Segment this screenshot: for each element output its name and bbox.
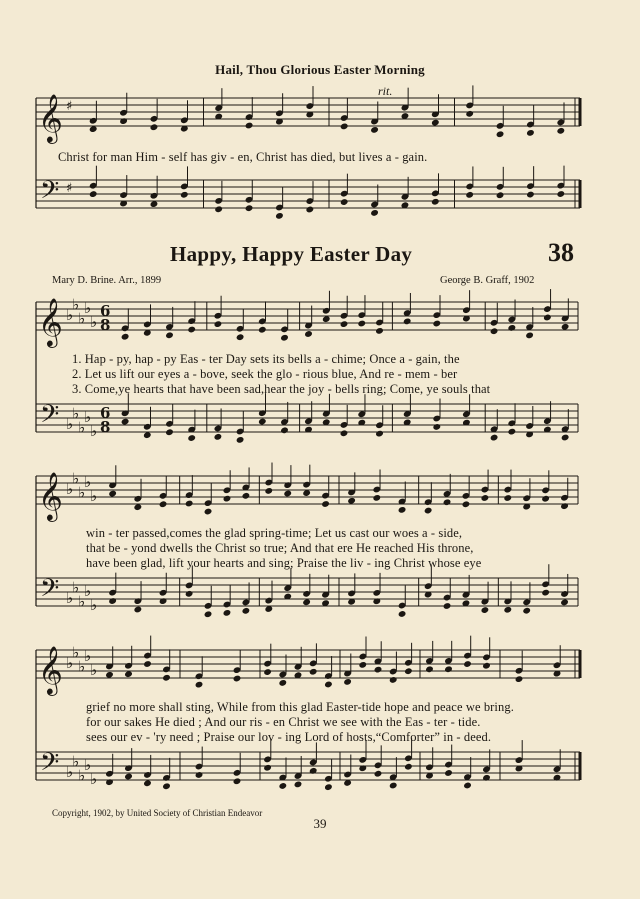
note-head <box>258 326 267 334</box>
note-head <box>375 327 384 335</box>
note-head <box>424 507 433 515</box>
flat-sign: ♭ <box>66 415 74 433</box>
note-head <box>358 661 367 669</box>
note-head <box>258 418 267 426</box>
flat-sign: ♭ <box>66 589 74 607</box>
copyright-notice: Copyright, 1902, by United Society of Christian Endeavor <box>52 808 263 818</box>
note-head <box>507 428 516 436</box>
note-head <box>465 110 474 118</box>
note-head <box>525 332 534 340</box>
note-head <box>526 191 535 199</box>
hymn-number: 38 <box>548 238 574 267</box>
page-number: 39 <box>313 816 327 831</box>
note-head <box>343 678 352 686</box>
note-head <box>108 490 117 498</box>
system3-verse3: sees our ev - 'ry need ; Praise our lov - ing Lord of hosts,“Comforter” in - deed. <box>86 730 492 744</box>
note-head <box>89 190 98 198</box>
note-head <box>482 662 491 670</box>
note-head <box>321 500 330 508</box>
note-head <box>503 606 512 614</box>
system1-verse1: 1. Hap - py, hap - py Eas - ter Day sets its bells a - chime; Once a - gain, the <box>72 352 460 366</box>
note-head <box>490 327 499 335</box>
note-head <box>560 502 569 510</box>
note-head <box>159 500 168 508</box>
note-head <box>105 671 114 679</box>
note-head <box>121 333 130 341</box>
note-head <box>195 681 204 689</box>
bass-clef: 𝄢 <box>40 574 60 609</box>
note-head <box>481 494 490 502</box>
note-head <box>398 506 407 514</box>
note-head <box>187 434 196 442</box>
note-head <box>236 436 245 444</box>
flat-sign: ♭ <box>78 657 86 676</box>
system2-verse1: win - ter passed,comes the glad spring-time; Let us cast our woes a - side, <box>86 526 463 540</box>
note-head <box>370 126 379 134</box>
note-head <box>340 123 349 131</box>
note-head <box>223 495 232 503</box>
system2-verse2: that be - yond dwells the Christ so true; And that ere He reached His throne, <box>86 541 474 555</box>
note-head <box>294 781 303 789</box>
note-head <box>309 767 318 775</box>
flat-sign: ♭ <box>90 313 98 331</box>
note-head <box>263 764 272 772</box>
previous-hymn-title: Hail, Thou Glorious Easter Morning <box>215 62 425 77</box>
note-head <box>180 191 189 199</box>
note-head <box>108 597 117 605</box>
note-head <box>185 590 194 598</box>
note-head <box>124 670 133 678</box>
note-head <box>507 324 516 332</box>
note-head <box>133 503 142 511</box>
note-head <box>431 198 440 206</box>
note-head <box>490 434 499 442</box>
bass-clef: 𝄢 <box>40 400 60 435</box>
note-head <box>398 610 407 618</box>
ritardando-mark: rit. <box>378 84 393 98</box>
flat-sign: ♭ <box>84 408 92 426</box>
note-head <box>462 500 471 508</box>
note-head <box>443 602 452 610</box>
note-head <box>143 431 152 439</box>
note-head <box>302 598 311 606</box>
note-head <box>195 771 204 779</box>
hymn-title: Happy, Happy Easter Day <box>170 242 413 266</box>
system1-verse3: 3. Come,ye hearts that have been sad,hear the joy - bells ring; Come, ye souls that <box>72 382 491 396</box>
note-head <box>561 323 570 331</box>
flat-sign: ♭ <box>78 418 86 437</box>
note-head <box>245 204 254 212</box>
flat-sign: ♭ <box>90 770 98 788</box>
flat-sign: ♭ <box>78 309 86 328</box>
system2-verse3: have been glad, lift your hearts and sing; Praise the liv - ing Christ whose eye <box>86 556 482 570</box>
flat-sign: ♭ <box>72 469 80 488</box>
flat-sign: ♭ <box>90 487 98 505</box>
note-head <box>370 209 379 217</box>
note-head <box>389 676 398 684</box>
note-head <box>245 122 254 130</box>
note-head <box>443 498 452 506</box>
flat-sign: ♭ <box>90 596 98 614</box>
treble-clef: 𝄞 <box>38 93 63 142</box>
flat-sign: ♭ <box>66 654 74 672</box>
note-head <box>496 130 505 138</box>
note-head <box>214 320 223 328</box>
note-head <box>324 783 333 791</box>
note-head <box>561 434 570 442</box>
sharp-sign: ♯ <box>66 181 73 196</box>
note-head <box>223 609 232 617</box>
note-head <box>280 426 289 434</box>
note-head <box>463 782 472 790</box>
note-head <box>375 430 384 438</box>
note-head <box>403 318 412 326</box>
note-head <box>187 326 196 334</box>
note-head <box>543 314 552 322</box>
note-head <box>560 598 569 606</box>
note-head <box>280 334 289 342</box>
system3-verse1: grief no more shall sting, While from this glad Easter-tide hope and peace we bring. <box>86 700 514 714</box>
note-head <box>236 333 245 341</box>
previous-hymn-lyric: Christ for man Him - self has giv - en, Christ has died, but lives a - gain. <box>58 150 428 164</box>
note-head <box>503 494 512 502</box>
note-head <box>165 331 174 339</box>
note-head <box>264 487 273 495</box>
time-signature-bottom: 8 <box>100 316 111 334</box>
note-head <box>278 679 287 687</box>
note-head <box>105 778 114 786</box>
flat-sign: ♭ <box>72 578 80 597</box>
flat-sign: ♭ <box>78 766 86 785</box>
composer-credit: George B. Graff, 1902 <box>440 275 535 286</box>
note-head <box>465 191 474 199</box>
time-signature-bottom: 8 <box>100 418 111 436</box>
note-head <box>214 433 223 441</box>
sharp-sign: ♯ <box>66 99 73 114</box>
note-head <box>305 206 314 214</box>
note-head <box>340 198 349 206</box>
flat-sign: ♭ <box>72 752 80 771</box>
note-head <box>372 494 381 502</box>
note-head <box>242 607 251 615</box>
time-signature-top: 6 <box>100 302 111 320</box>
note-head <box>283 490 292 498</box>
note-head <box>233 675 242 683</box>
note-head <box>309 668 318 676</box>
note-head <box>340 429 349 437</box>
note-head <box>541 589 550 597</box>
flat-sign: ♭ <box>84 647 92 665</box>
note-head <box>233 777 242 785</box>
flat-sign: ♭ <box>90 661 98 679</box>
note-head <box>278 782 287 790</box>
note-head <box>556 127 565 135</box>
note-head <box>133 606 142 614</box>
treble-clef: 𝄞 <box>38 471 63 520</box>
note-head <box>404 667 413 675</box>
system1-verse2: 2. Let us lift our eyes a - bove, seek the glo - rious blue, And re - mem - ber <box>72 367 458 381</box>
note-head <box>214 205 223 213</box>
note-head <box>444 769 453 777</box>
note-head <box>526 129 535 137</box>
note-head <box>463 660 472 668</box>
note-head <box>482 774 491 782</box>
flat-sign: ♭ <box>84 299 92 317</box>
note-head <box>143 779 152 787</box>
flat-sign: ♭ <box>78 592 86 611</box>
note-head <box>357 320 366 328</box>
note-head <box>425 665 434 673</box>
note-head <box>162 674 171 682</box>
flat-sign: ♭ <box>66 480 74 498</box>
note-head <box>162 782 171 790</box>
note-head <box>159 597 168 605</box>
note-head <box>121 418 130 426</box>
note-head <box>374 770 383 778</box>
flat-sign: ♭ <box>84 582 92 600</box>
note-head <box>340 320 349 328</box>
note-head <box>165 428 174 436</box>
note-head <box>515 675 524 683</box>
time-signature-top: 6 <box>100 404 111 422</box>
note-head <box>322 315 331 323</box>
bass-clef: 𝄢 <box>40 748 60 783</box>
flat-sign: ♭ <box>66 306 74 324</box>
note-head <box>481 606 490 614</box>
author-credit: Mary D. Brine. Arr., 1899 <box>52 275 162 286</box>
flat-sign: ♭ <box>84 473 92 491</box>
note-head <box>185 500 194 508</box>
flat-sign: ♭ <box>84 756 92 774</box>
note-head <box>431 119 440 127</box>
note-head <box>541 495 550 503</box>
note-head <box>119 117 128 125</box>
note-head <box>263 668 272 676</box>
note-head <box>389 782 398 790</box>
flat-sign: ♭ <box>90 422 98 440</box>
flat-sign: ♭ <box>72 643 80 662</box>
note-head <box>275 212 284 220</box>
system3-verse2: for our sakes He died ; And our ris - en Christ we see with the Eas - ter - tide. <box>86 715 481 729</box>
note-head <box>374 666 383 674</box>
treble-clef: 𝄞 <box>38 297 63 346</box>
note-head <box>404 763 413 771</box>
note-head <box>522 607 531 615</box>
note-head <box>204 508 213 516</box>
note-head <box>242 492 251 500</box>
note-head <box>496 191 505 199</box>
bass-clef: 𝄢 <box>40 176 60 211</box>
flat-sign: ♭ <box>78 483 86 502</box>
note-head <box>204 610 213 618</box>
note-head <box>304 330 313 338</box>
note-head <box>556 190 565 198</box>
note-head <box>150 123 159 131</box>
note-head <box>124 773 133 781</box>
flat-sign: ♭ <box>72 404 80 423</box>
note-head <box>324 681 333 689</box>
note-head <box>432 423 441 431</box>
note-head <box>347 497 356 505</box>
note-head <box>143 660 152 668</box>
note-head <box>432 320 441 328</box>
flat-sign: ♭ <box>66 763 74 781</box>
treble-clef: 𝄞 <box>38 645 63 694</box>
flat-sign: ♭ <box>72 295 80 314</box>
note-head <box>444 665 453 673</box>
